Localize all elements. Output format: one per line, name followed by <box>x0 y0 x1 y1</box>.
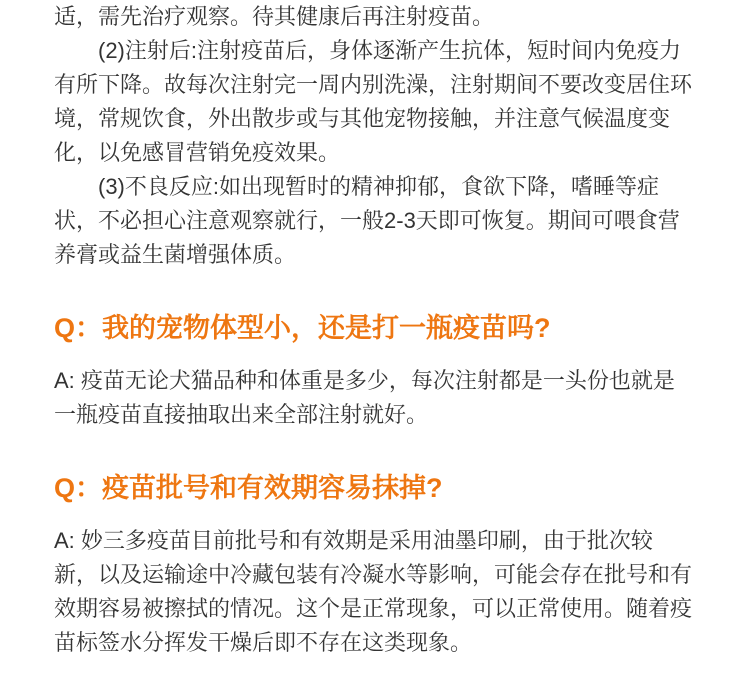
notes-paragraph-after-injection: (2)注射后:注射疫苗后，身体逐渐产生抗体，短时间内免疫力有所下降。故每次注射完一周内别洗澡，注射期间不要改变居住环境，常规饮食，外出散步或与其他宠物接触，并注意气候温度变化，以免感冒营销免疫效果。 <box>54 38 693 165</box>
faq-question-batch-number-wipes-off: Q：疫苗批号和有效期容易抹掉? <box>54 473 443 503</box>
notes-paragraph-adverse-reaction: (3)不良反应:如出现暂时的精神抑郁，食欲下降，嗜睡等症状，不必担心注意观察就行，一般2-3天即可恢复。期间可喂食营养膏或益生菌增强体质。 <box>54 174 680 267</box>
faq-question-small-pet-dose: Q：我的宠物体型小，还是打一瓶疫苗吗? <box>54 313 551 343</box>
faq-answer-batch-number-wipes-off: A: 妙三多疫苗目前批号和有效期是采用油墨印刷，由于批次较新，以及运输途中冷藏包装有冷凝水等影响，可能会存在批号和有效期容易被擦拭的情况。这个是正常现象，可以正常使用。随着疫苗标签水分挥发干燥后即不存在这类现象。 <box>54 528 693 655</box>
notes-paragraph-continuation: 适，需先治疗观察。待其健康后再注射疫苗。 <box>54 4 495 29</box>
faq-answer-small-pet-dose: A: 疫苗无论犬猫品种和体重是多少，每次注射都是一头份也就是一瓶疫苗直接抽取出来全部注射就好。 <box>54 368 675 427</box>
